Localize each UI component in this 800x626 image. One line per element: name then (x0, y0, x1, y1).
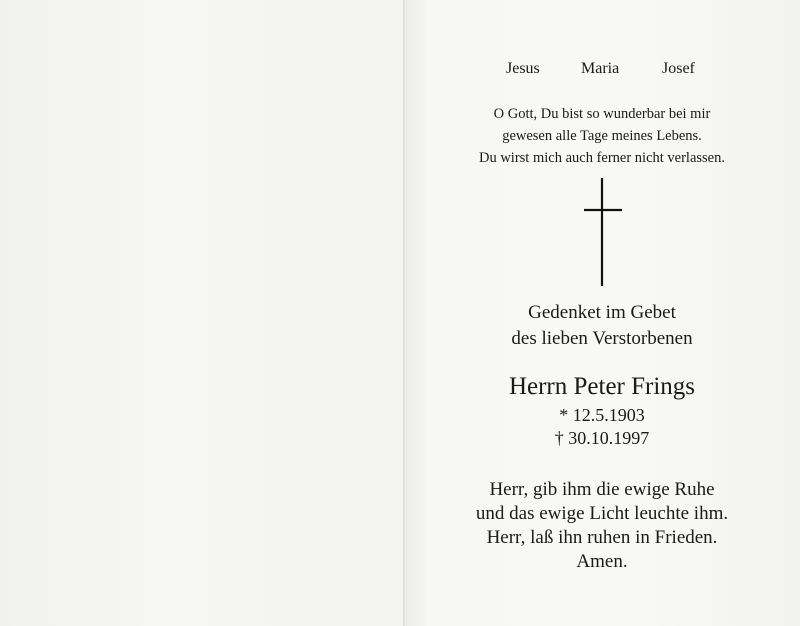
prayer-line: und das ewige Licht leuchte ihm. (475, 503, 729, 524)
name-jesus: Jesus (506, 60, 540, 77)
closing-prayer (404, 478, 800, 574)
birth-date: * 12.5.1903 (559, 405, 645, 425)
opening-verse (404, 103, 800, 169)
prayer-line: Amen. (576, 551, 628, 572)
verse-line: O Gott, Du bist so wunderbar bei mir (493, 106, 711, 122)
prayer-line: Herr, gib ihm die ewige Ruhe (489, 479, 715, 500)
name-maria: Maria (581, 60, 620, 77)
deceased-name: Herrn Peter Frings (508, 373, 696, 400)
remembrance-line: des lieben Verstorbenen (511, 328, 693, 349)
prayer-line: Herr, laß ihn ruhen in Frieden. (486, 527, 718, 548)
cross-icon (404, 178, 800, 288)
verse-line: gewesen alle Tage meines Lebens. (502, 128, 702, 144)
remembrance-text (404, 300, 800, 352)
death-date: † 30.10.1997 (554, 428, 650, 448)
deceased-block (404, 370, 800, 450)
verse-line: Du wirst mich auch ferner nicht verlassen. (478, 150, 725, 166)
remembrance-line: Gedenket im Gebet (528, 302, 676, 323)
holy-family-names (404, 60, 800, 82)
name-josef: Josef (662, 60, 695, 77)
